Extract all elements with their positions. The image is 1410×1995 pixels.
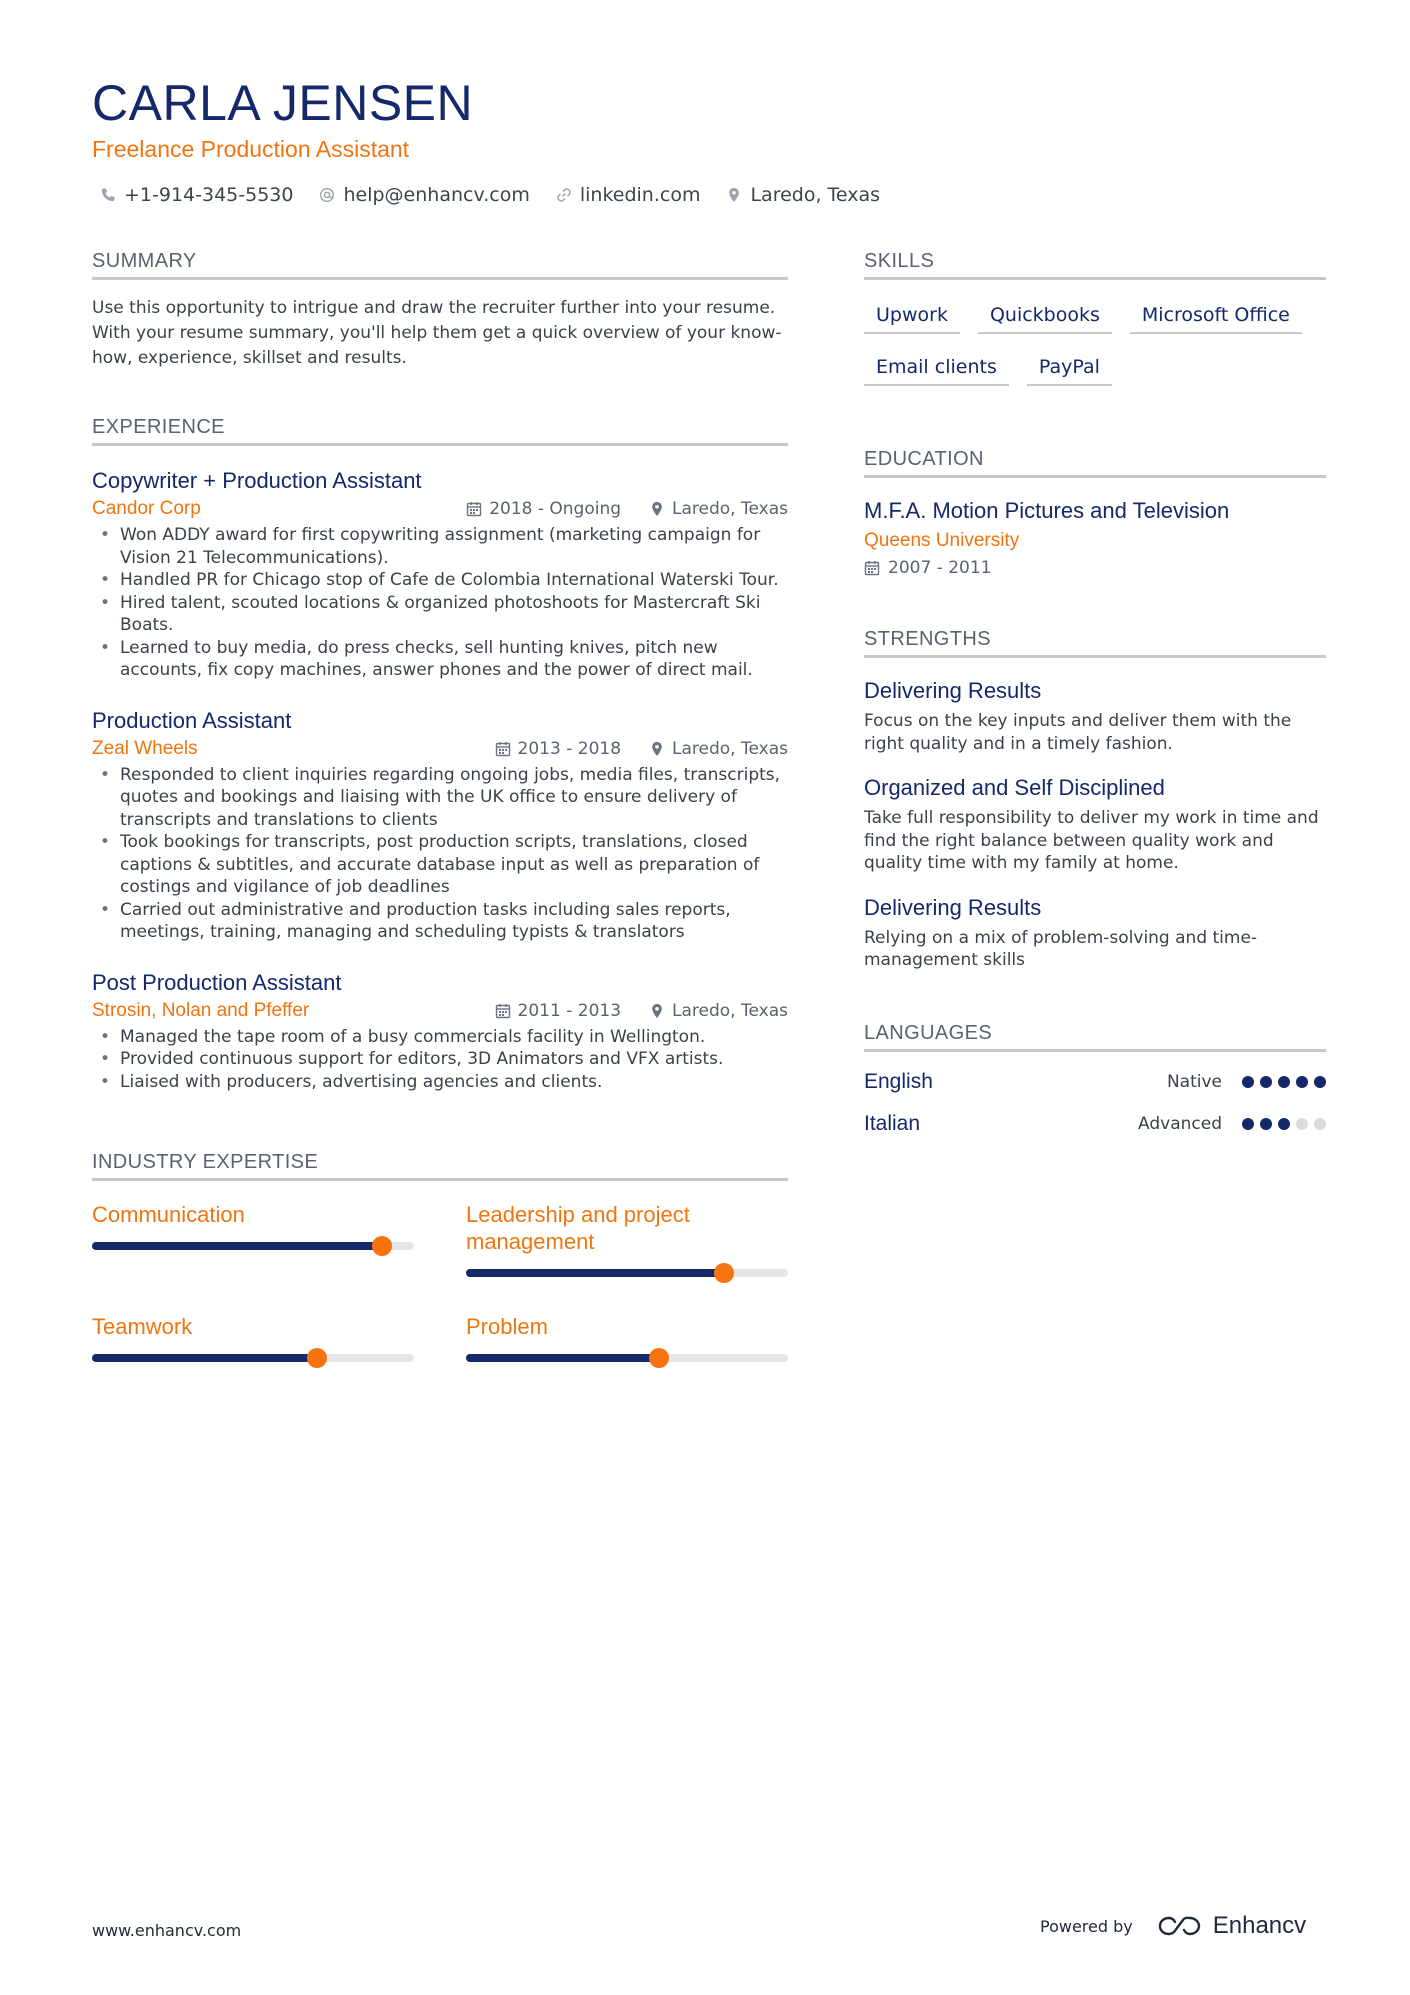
contact-location [726,184,880,206]
job-bullet: • Responded to client inquiries regarding ongoing jobs, media files, transcripts, quotes and bookings and liaising with the UK office to ensure delivery of transcripts and translations to clients [92,764,788,832]
job-entry [92,468,788,682]
language-item [864,1070,1326,1094]
job-bullet: • Learned to buy media, do press checks, sell hunting knives, pitch new accounts, fix copy machines, answer phones and the power of direct mail. [92,637,788,682]
job-meta [92,738,788,760]
job-bullet: • Handled PR for Chicago stop of Cafe de Colombia International Waterski Tour. [92,569,788,592]
job-bullets [92,764,788,944]
language-dot [1314,1076,1326,1088]
expertise-heading: INDUSTRY EXPERTISE [92,1151,788,1181]
strength-item [864,775,1326,875]
expertise-label: Leadership and project management [466,1202,690,1254]
strengths-heading: STRENGTHS [864,628,1326,658]
linkedin-text: linkedin.com [579,184,701,206]
job-bullet: • Carried out administrative and production tasks including sales reports, meetings, training, managing and scheduling typists & translators [92,899,788,944]
location-pin-icon [726,187,742,203]
strength-title: Organized and Self Disciplined [864,775,1165,800]
email-text: help@enhancv.com [343,184,530,206]
languages-heading: LANGUAGES [864,1022,1326,1052]
expertise-knob [649,1348,669,1368]
brand-logo[interactable] [1157,1912,1306,1940]
expertise-label: Problem [466,1314,548,1339]
education-school: Queens University [864,530,1020,551]
contact-linkedin[interactable] [556,184,701,206]
language-dot [1242,1118,1254,1130]
job-dates [495,739,621,759]
expertise-track [92,1354,414,1362]
expertise-knob [372,1236,392,1256]
location-pin-icon [649,1003,665,1019]
brand-name: Enhancv [1212,1912,1307,1939]
language-name: Italian [864,1111,921,1135]
job-dates-text: 2018 - Ongoing [489,499,622,519]
job-dates-text: 2011 - 2013 [517,1000,622,1021]
job-location [649,1001,788,1021]
summary-heading: SUMMARY [92,250,788,280]
job-bullet: • Took bookings for transcripts, post production scripts, translations, closed captions & subtitles, and accurate database input as well as preparation of costings and vigilance of job deadlines [92,831,788,899]
candidate-name: CARLA JENSEN [92,75,474,131]
job-meta-right [495,1001,788,1021]
skill-tag: Microsoft Office [1130,304,1302,334]
strength-desc: Take full responsibility to deliver my work in time and find the right balance between quality work and quality time with my family at home. [864,808,1319,873]
job-location-text: Laredo, Texas [672,738,788,759]
skills-list [864,304,1326,386]
contact-email[interactable] [319,184,529,206]
job-bullets [92,524,788,682]
job-dates [466,499,621,519]
job-meta [92,1000,788,1022]
job-title: Copywriter + Production Assistant [92,468,422,493]
job-bullet: • Provided continuous support for editors, 3D Animators and VFX artists. [92,1048,788,1071]
footer-brand [1040,1912,1306,1940]
at-icon [319,187,335,203]
language-dot [1296,1118,1308,1130]
contact-bar [100,184,880,206]
skill-tag: Quickbooks [978,304,1112,334]
calendar-icon [495,1003,511,1019]
expertise-item [92,1313,414,1362]
job-bullet: • Hired talent, scouted locations & organized photoshoots for Mastercraft Ski Boats. [92,592,788,637]
language-name: English [864,1069,933,1093]
language-level: Native [1166,1071,1222,1092]
language-right [1167,1072,1326,1092]
language-level: Advanced [1138,1113,1222,1134]
strength-item [864,678,1326,755]
expertise-label: Communication [92,1202,245,1227]
language-dot [1314,1118,1326,1130]
expertise-label: Teamwork [92,1314,193,1339]
education-degree: M.F.A. Motion Pictures and Television [864,498,1230,523]
job-dates [495,1001,621,1021]
location-pin-icon [649,501,665,517]
education-dates-text: 2007 - 2011 [888,558,992,578]
job-bullet: • Liaised with producers, advertising agencies and clients. [92,1071,788,1094]
education-dates [864,558,1326,578]
job-meta-right [495,739,788,759]
enhancv-logo-icon [1157,1914,1203,1938]
job-entry [92,970,788,1094]
strength-desc: Relying on a mix of problem-solving and time-management skills [864,927,1258,970]
language-dot [1296,1076,1308,1088]
expertise-item [466,1313,788,1362]
language-dot [1278,1118,1290,1130]
language-dots [1242,1076,1326,1088]
expertise-fill [92,1354,317,1362]
experience-heading: EXPERIENCE [92,416,788,446]
expertise-fill [466,1354,659,1362]
strength-title: Delivering Results [864,678,1042,703]
calendar-icon [864,560,880,576]
language-dot [1242,1076,1254,1088]
job-entry [92,708,788,944]
job-bullets [92,1026,788,1094]
job-meta [92,498,788,520]
expertise-fill [92,1242,382,1250]
expertise-fill [466,1269,724,1277]
expertise-grid [92,1201,788,1362]
expertise-knob [307,1348,327,1368]
skills-heading: SKILLS [864,250,1326,280]
expertise-item [466,1201,788,1277]
location-pin-icon [649,741,665,757]
right-column [864,250,1326,1136]
job-location [649,739,788,759]
phone-text: +1-914-345-5530 [124,184,294,206]
phone-icon [100,187,116,203]
expertise-track [466,1269,788,1277]
language-right [1138,1114,1326,1134]
candidate-title: Freelance Production Assistant [92,136,410,162]
footer-website[interactable]: www.enhancv.com [92,1921,242,1940]
education-heading: EDUCATION [864,448,1326,478]
language-item [864,1112,1326,1136]
strength-title: Delivering Results [864,894,1042,920]
expertise-item [92,1201,414,1277]
left-column [92,250,788,1362]
job-location-text: Laredo, Texas [672,499,788,519]
job-title: Production Assistant [92,707,292,733]
language-dot [1278,1076,1290,1088]
skill-tag: Upwork [864,304,960,334]
language-dot [1260,1076,1272,1088]
language-dots [1242,1118,1326,1130]
job-meta-right [466,499,788,519]
powered-by-text: Powered by [1040,1916,1133,1936]
job-company: Candor Corp [92,498,201,519]
job-title: Post Production Assistant [92,969,342,995]
calendar-icon [466,501,482,517]
contact-phone[interactable] [100,184,293,206]
job-location [649,499,788,519]
expertise-track [92,1242,414,1250]
job-company: Strosin, Nolan and Pfeffer [92,999,310,1021]
strength-item [864,895,1326,972]
skill-tag: Email clients [864,356,1009,386]
summary-text: Use this opportunity to intrigue and draw the recruiter further into your resume. With your resume summary, you'll help them get a quick overview of your know-how, experience, skillset and results. [92,298,782,368]
skill-tag: PayPal [1027,356,1112,386]
link-icon [556,187,572,203]
job-location-text: Laredo, Texas [672,1000,788,1021]
job-dates-text: 2013 - 2018 [517,738,622,759]
calendar-icon [495,741,511,757]
expertise-track [466,1354,788,1362]
job-bullet: • Won ADDY award for first copywriting assignment (marketing campaign for Vision 21 Telecommunications). [92,524,788,569]
expertise-knob [714,1263,734,1283]
job-company: Zeal Wheels [92,737,198,759]
location-text: Laredo, Texas [750,184,881,206]
job-bullet: • Managed the tape room of a busy commercials facility in Wellington. [92,1026,788,1049]
strength-desc: Focus on the key inputs and deliver them with the right quality and in a timely fashion. [864,711,1292,754]
language-dot [1260,1118,1272,1130]
